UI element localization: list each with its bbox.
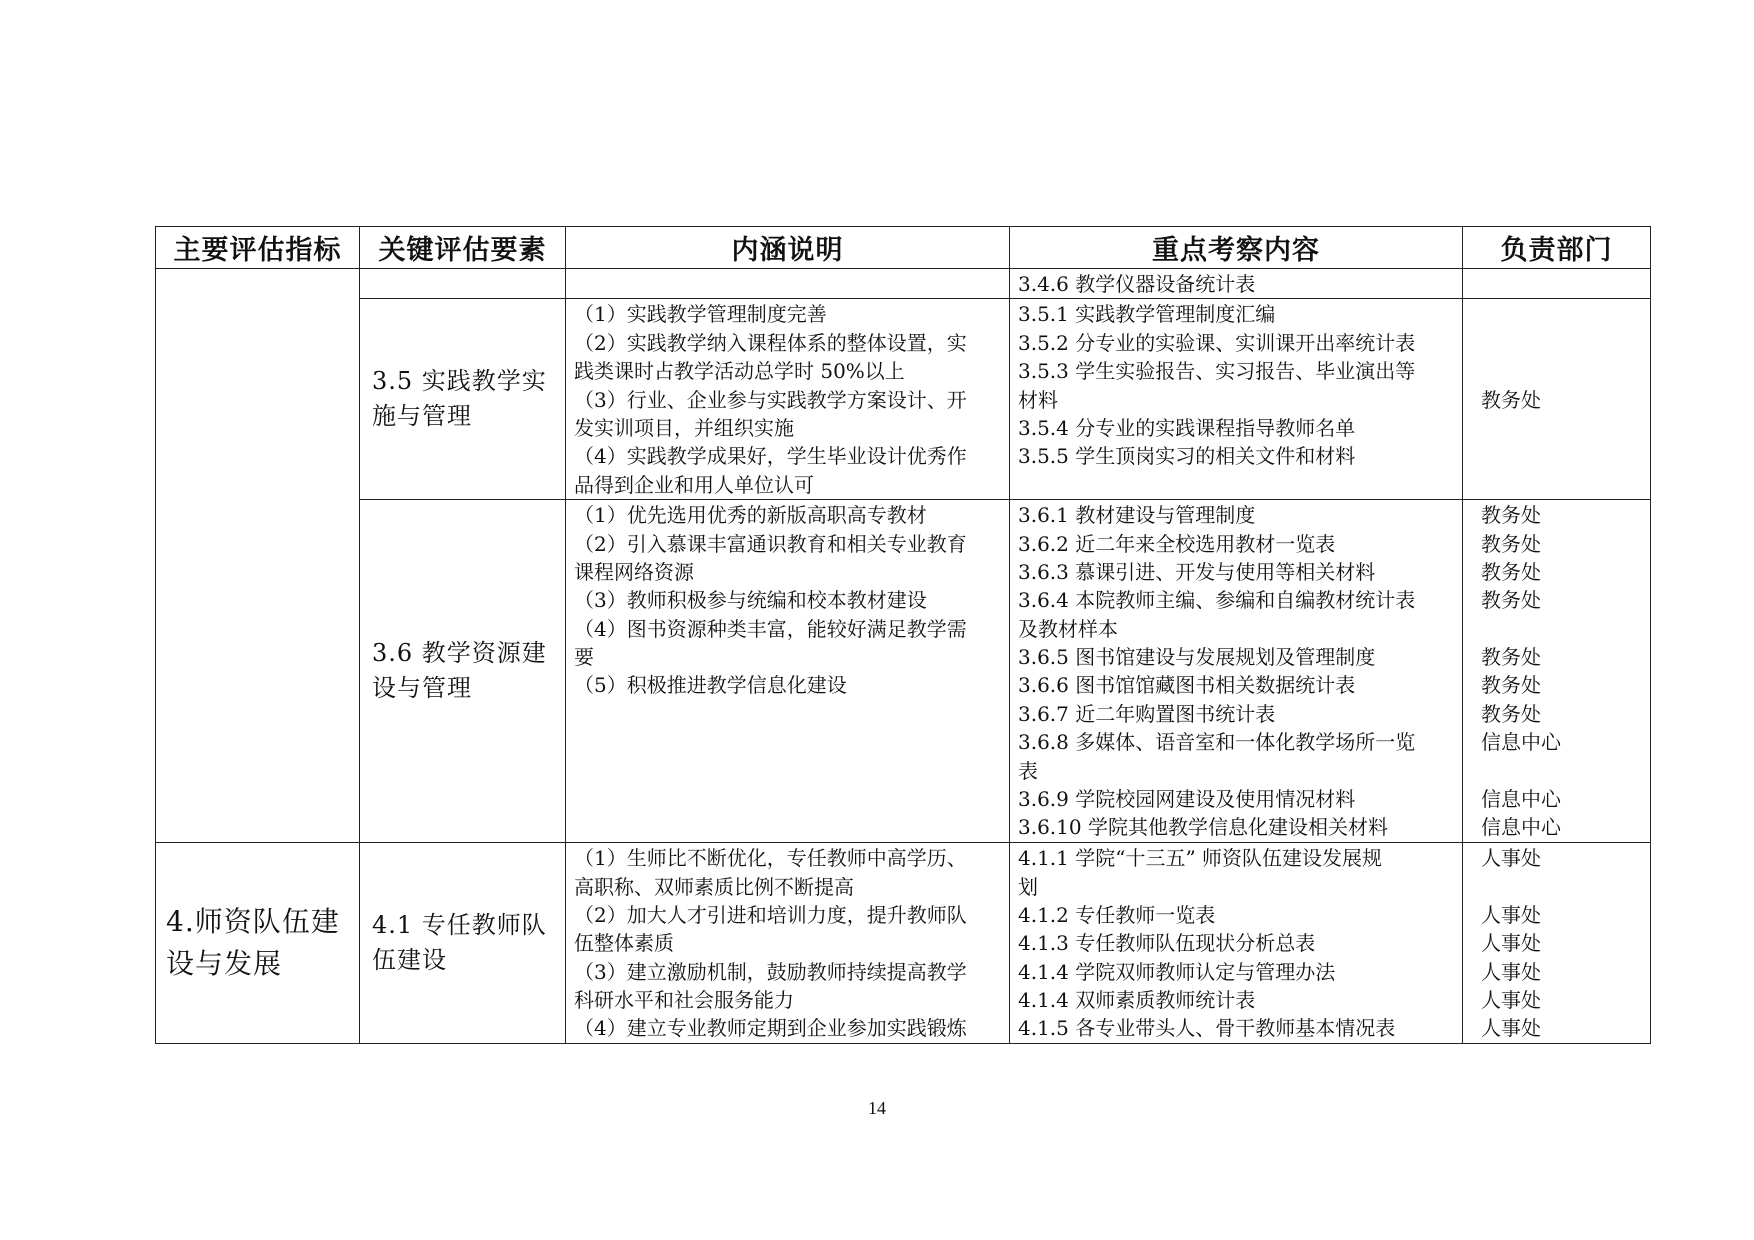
description-line: （1）优先选用优秀的新版高职高专教材	[574, 503, 927, 528]
description-line: （4）实践教学成果好，学生毕业设计优秀作	[574, 444, 967, 469]
element-label: 3.5 实践教学实施与管理	[372, 367, 547, 431]
description-line: （3）行业、企业参与实践教学方案设计、开	[574, 387, 967, 412]
content-line: 3.6.2 近二年来全校选用教材一览表	[1018, 531, 1336, 556]
description-line: 科研水平和社会服务能力	[574, 988, 794, 1013]
department-line: 人事处	[1481, 988, 1541, 1013]
description-cell-empty	[566, 269, 1010, 299]
department-line: 教务处	[1481, 645, 1541, 670]
content-line: 3.6.5 图书馆建设与发展规划及管理制度	[1018, 645, 1376, 670]
content-line: 3.6.6 图书馆馆藏图书相关数据统计表	[1018, 673, 1356, 698]
table-row	[156, 500, 1651, 843]
header-description: 内涵说明	[566, 227, 1010, 269]
description-line: （3）建立激励机制，鼓励教师持续提高教学	[574, 959, 967, 984]
department-cell	[1463, 269, 1651, 299]
department-line: 信息中心	[1481, 787, 1561, 812]
department-line: 人事处	[1481, 846, 1541, 871]
content-line: 4.1.1 学院“十三五” 师资队伍建设发展规	[1018, 846, 1383, 871]
description-line: （2）加大人才引进和培训力度，提升教师队	[574, 902, 967, 927]
description-line: （1）实践教学管理制度完善	[574, 302, 827, 327]
department-line: 人事处	[1481, 902, 1541, 927]
department-line	[1471, 270, 1642, 298]
element-cell	[360, 843, 566, 1044]
description-line: （4）建立专业教师定期到企业参加实践锻炼	[574, 1016, 967, 1041]
department-cell	[1463, 500, 1651, 843]
table-header-row	[156, 227, 1651, 269]
department-line: 信息中心	[1481, 730, 1561, 755]
content-line: 3.5.4 分专业的实践课程指导教师名单	[1018, 415, 1356, 440]
description-line: 课程网络资源	[574, 559, 694, 584]
header-indicator: 主要评估指标	[156, 227, 360, 269]
description-line: （4）图书资源种类丰富，能较好满足教学需	[574, 616, 967, 641]
header-content: 重点考察内容	[1010, 227, 1463, 269]
content-cell	[1010, 500, 1463, 843]
content-line: 及教材样本	[1018, 616, 1118, 641]
content-line: 4.1.2 专任教师一览表	[1018, 902, 1216, 927]
department-line: 教务处	[1481, 531, 1541, 556]
content-line: 材料	[1018, 387, 1058, 412]
content-cell	[1010, 269, 1463, 299]
department-line: 教务处	[1481, 701, 1541, 726]
content-line: 划	[1018, 874, 1038, 899]
content-line: 3.5.3 学生实验报告、实习报告、毕业演出等	[1018, 359, 1416, 384]
element-cell	[360, 500, 566, 843]
department-line: 人事处	[1481, 931, 1541, 956]
element-label: 4.1 专任教师队伍建设	[372, 911, 547, 975]
department-line: 教务处	[1481, 503, 1541, 528]
department-line: 教务处	[1481, 588, 1541, 613]
content-line: 3.5.2 分专业的实验课、实训课开出率统计表	[1018, 330, 1416, 355]
content-line: 4.1.4 学院双师教师认定与管理办法	[1018, 959, 1336, 984]
description-line: （3）教师积极参与统编和校本教材建设	[574, 588, 927, 613]
department-line: 人事处	[1481, 1016, 1541, 1041]
department-line: 信息中心	[1481, 815, 1561, 840]
content-cell	[1010, 299, 1463, 500]
content-line: 3.4.6 教学仪器设备统计表	[1018, 272, 1256, 296]
page-number: 14	[868, 1098, 886, 1118]
content-line: 3.6.1 教材建设与管理制度	[1018, 503, 1256, 528]
content-cell	[1010, 843, 1463, 1044]
element-cell-empty	[360, 269, 566, 299]
header-department: 负责部门	[1463, 227, 1651, 269]
table-row	[156, 299, 1651, 500]
department-line: 人事处	[1481, 959, 1541, 984]
department-line	[1471, 873, 1642, 901]
content-line: 3.6.9 学院校园网建设及使用情况材料	[1018, 787, 1356, 812]
description-cell	[566, 299, 1010, 500]
content-line: 3.5.5 学生顶岗实习的相关文件和材料	[1018, 444, 1356, 469]
content-line: 3.6.10 学院其他教学信息化建设相关材料	[1018, 815, 1388, 840]
table-row	[156, 843, 1651, 1044]
department-cell	[1463, 299, 1651, 500]
content-line: 4.1.5 各专业带头人、骨干教师基本情况表	[1018, 1016, 1396, 1041]
department-line	[1471, 615, 1642, 643]
indicator-cell-empty	[156, 269, 360, 843]
description-line: （5）积极推进教学信息化建设	[574, 673, 847, 698]
evaluation-table	[155, 226, 1651, 1044]
description-line: 践类课时占教学活动总学时 50%以上	[574, 359, 905, 384]
description-line: 要	[574, 645, 594, 670]
department-line: 教务处	[1481, 559, 1541, 584]
content-line: 4.1.4 双师素质教师统计表	[1018, 988, 1256, 1013]
indicator-cell	[156, 843, 360, 1044]
element-label: 3.6 教学资源建设与管理	[372, 639, 547, 703]
description-line: 发实训项目，并组织实施	[574, 415, 794, 440]
content-line: 4.1.3 专任教师队伍现状分析总表	[1018, 931, 1316, 956]
description-line: 伍整体素质	[574, 931, 674, 956]
content-line: 3.5.1 实践教学管理制度汇编	[1018, 302, 1276, 327]
department-line: 教务处	[1481, 673, 1541, 698]
description-line: （1）生师比不断优化，专任教师中高学历、	[574, 846, 967, 871]
content-line: 3.6.7 近二年购置图书统计表	[1018, 701, 1276, 726]
content-line: 3.6.4 本院教师主编、参编和自编教材统计表	[1018, 588, 1416, 613]
description-cell	[566, 843, 1010, 1044]
content-line: 3.6.3 慕课引进、开发与使用等相关材料	[1018, 559, 1376, 584]
content-line: 3.6.8 多媒体、语音室和一体化教学场所一览	[1018, 730, 1416, 755]
department-line: 教务处	[1481, 387, 1541, 412]
description-line: 高职称、双师素质比例不断提高	[574, 874, 854, 899]
department-cell	[1463, 843, 1651, 1044]
description-line: （2）实践教学纳入课程体系的整体设置，实	[574, 330, 967, 355]
department-line	[1471, 757, 1642, 785]
header-element: 关键评估要素	[360, 227, 566, 269]
description-line: 品得到企业和用人单位认可	[574, 472, 814, 497]
indicator-label: 4.师资队伍建设与发展	[166, 905, 340, 981]
table-row	[156, 269, 1651, 299]
content-line: 表	[1018, 758, 1038, 783]
description-cell	[566, 500, 1010, 843]
description-line: （2）引入慕课丰富通识教育和相关专业教育	[574, 531, 967, 556]
element-cell	[360, 299, 566, 500]
